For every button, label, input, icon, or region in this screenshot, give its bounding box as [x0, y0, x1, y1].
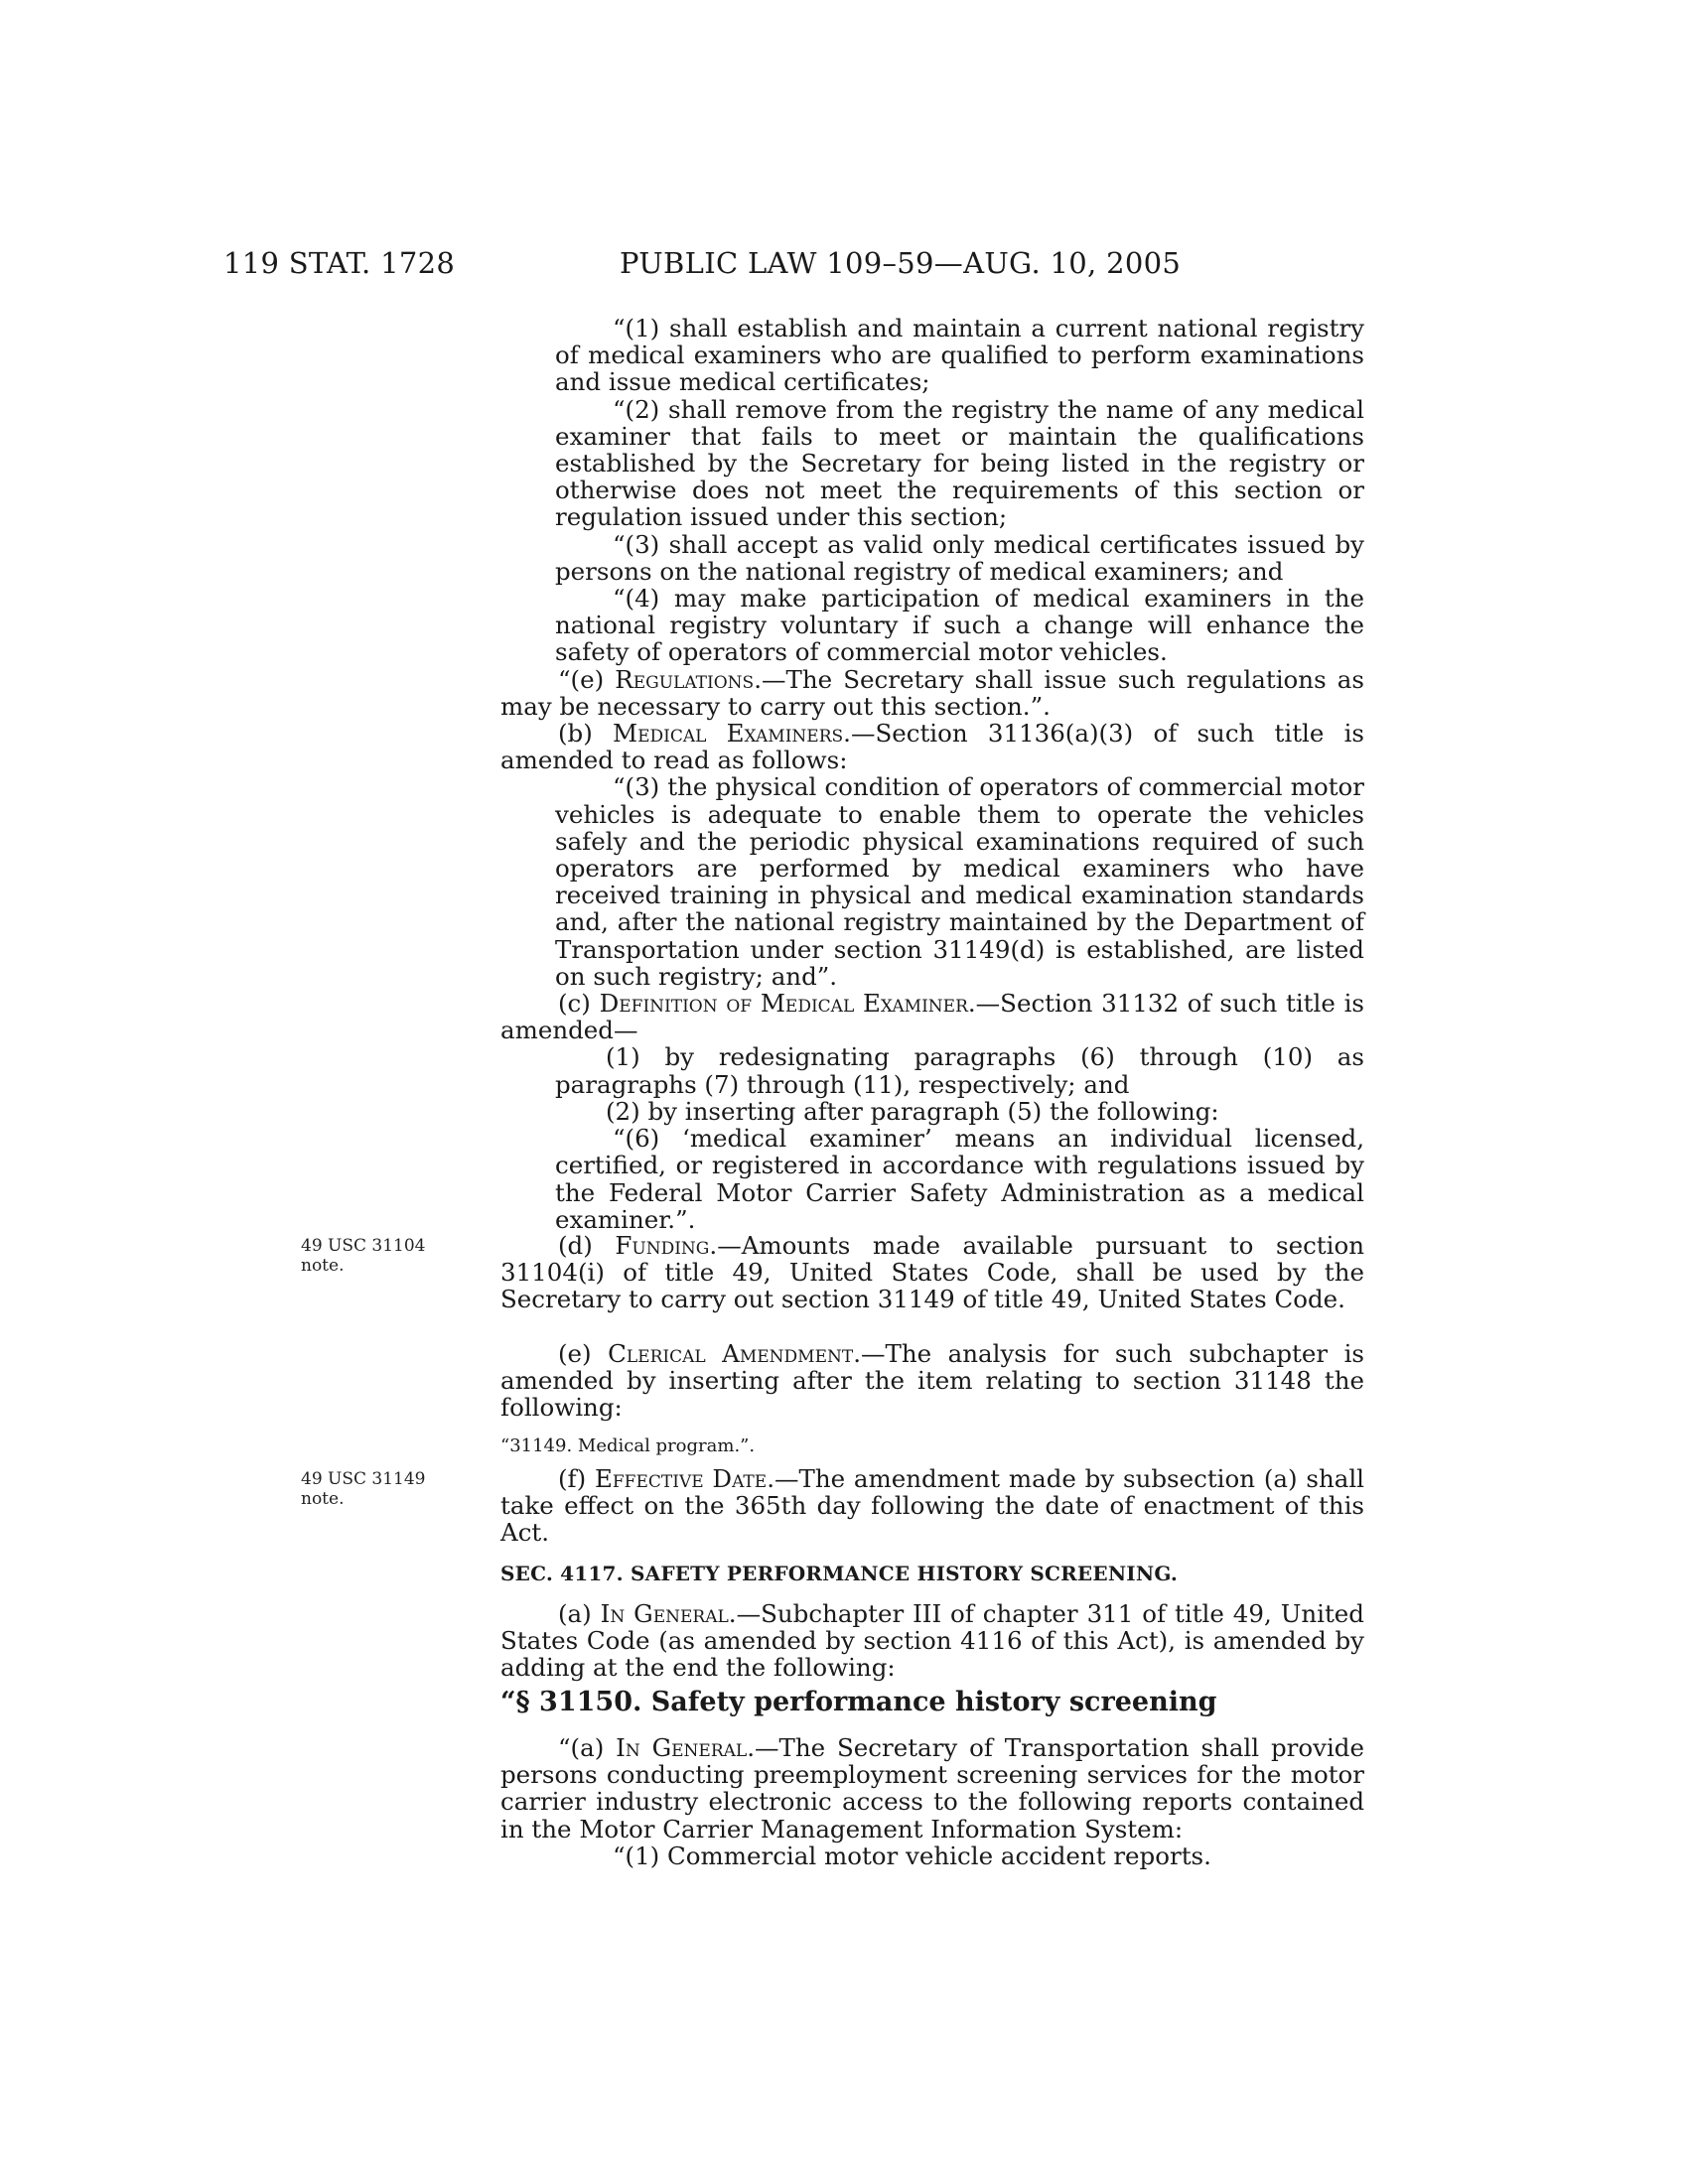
subsection-heading: In General — [616, 1733, 748, 1762]
subsection-heading: Medical Examiners — [613, 719, 844, 749]
text-block-effective-date — [500, 1465, 1364, 1547]
margin-note-citation: 49 USC 31104 — [301, 1236, 426, 1256]
subsection-e-clerical — [500, 1340, 1364, 1422]
subsection-f-effective-date — [500, 1465, 1364, 1547]
text-block-section-title — [500, 1689, 1364, 1715]
subsection-label: (e) — [558, 1339, 609, 1368]
paragraph-4: “(4) may make participation of medical examiners in the national registry voluntary if such a change will enhance the safety of operators of commercial motor vehicles. — [555, 584, 1364, 667]
statute-page-number: 119 STAT. 1728 — [223, 246, 456, 280]
quoted-paragraph-1: “(1) Commercial motor vehicle accident reports. — [613, 1841, 1211, 1870]
text-block-sec4117 — [500, 1600, 1364, 1682]
subsection-heading: Effective Date — [595, 1464, 768, 1493]
paragraph-c2: (2) by inserting after paragraph (5) the following: — [606, 1096, 1219, 1126]
subsection-e-regulations — [500, 666, 1364, 720]
subsection-label: (a) — [558, 1599, 601, 1628]
text-block-funding — [500, 1232, 1364, 1313]
text-block-section-heading — [500, 1561, 1364, 1587]
subsection-heading: Clerical Amendment — [608, 1339, 854, 1368]
subsection-text: .—The Secretary of Transportation shall provide persons conducting preemployment screening services for the motor carrier industry electronic access to the following reports contained in the Motor Carrier Management Information System: — [500, 1733, 1364, 1843]
quoted-subsection-a — [500, 1734, 1364, 1843]
text-block-item — [500, 1433, 1364, 1459]
subsection-a-in-general — [500, 1600, 1364, 1682]
paragraph-1: “(1) shall establish and maintain a current national registry of medical examiners who are qualified to perform examinations and issue medical certificates; — [555, 314, 1364, 397]
subsection-heading: Regulations — [615, 664, 755, 694]
subsection-heading: In General — [600, 1599, 729, 1628]
paragraph-c1: (1) by redesignating paragraphs (6) through (10) as paragraphs (7) through (11), respectively; and — [555, 1042, 1364, 1099]
subsection-text: .—Section 31136(a)(3) of such title is amended to read as follows: — [500, 719, 1365, 775]
subsection-heading: Funding — [615, 1231, 710, 1260]
paragraph-2: “(2) shall remove from the registry the name of any medical examiner that fails to meet or maintain the qualifications established by the Secretary for being listed in the registry or otherwise does not meet the requirements of this section or regulation issued under this section; — [555, 394, 1364, 532]
margin-note-citation: 49 USC 31149 — [301, 1469, 426, 1489]
subsection-label: (d) — [558, 1231, 616, 1260]
margin-note-31149 — [301, 1469, 426, 1509]
running-header: PUBLIC LAW 109–59—AUG. 10, 2005 — [620, 246, 1182, 280]
margin-note-label: note. — [301, 1256, 345, 1276]
subsection-label: (b) — [558, 719, 614, 749]
subsection-label: (f) — [558, 1464, 595, 1493]
subsection-text: .—Amounts made available pursuant to section 31104(i) of title 49, United States Code, shall be used by the Secretary to carry out section 31149 of title 49, United States Code. — [500, 1231, 1364, 1314]
subsection-heading: Definition of Medical Examiner — [599, 989, 968, 1019]
text-block-31150 — [500, 1734, 1364, 1869]
quoted-paragraph-6: “(6) ‘medical examiner’ means an individual licensed, certified, or registered in accordance with regulations issued by the Federal Motor Carrier Safety Administration as a medical examiner.”. — [555, 1124, 1364, 1234]
paragraph-3: “(3) shall accept as valid only medical certificates issued by persons on the national registry of medical examiners; and — [555, 529, 1364, 586]
subsection-label: “(e) — [558, 664, 616, 694]
text-block-registry — [500, 315, 1364, 1233]
subsection-label: “(a) — [558, 1733, 617, 1762]
quoted-paragraph-3: “(3) the physical condition of operators of commercial motor vehicles is adequate to enable them to operate the vehicles safely and the periodic physical examinations required of such operators are performed by medical examiners who have received training in physical and medical examination standards and, after the national registry maintained by the Department of Transportation under section 31149(d) is established, are listed on such registry; and”. — [555, 772, 1364, 991]
margin-note-31104 — [301, 1236, 426, 1276]
analysis-item: “31149. Medical program.”. — [500, 1435, 756, 1456]
subsection-text: .—The Secretary shall issue such regulations as may be necessary to carry out this section.”. — [500, 664, 1364, 721]
subsection-text: .—The analysis for such subchapter is amended by inserting after the item relating to section 31148 the following: — [500, 1339, 1364, 1423]
subsection-text: .—The amendment made by subsection (a) shall take effect on the 365th day following the date of enactment of this Act. — [500, 1464, 1364, 1548]
subsection-d-funding — [500, 1232, 1364, 1313]
subsection-label: (c) — [558, 989, 600, 1019]
subsection-c-definition — [500, 990, 1364, 1043]
section-heading: SEC. 4117. SAFETY PERFORMANCE HISTORY SCREENING. — [500, 1562, 1179, 1585]
subsection-text: .—Section 31132 of such title is amended— — [500, 989, 1364, 1045]
subsection-b-medical-examiners — [500, 720, 1364, 773]
text-block-clerical — [500, 1340, 1364, 1422]
section-31150-title: “§ 31150. Safety performance history screening — [500, 1687, 1217, 1717]
margin-note-label: note. — [301, 1489, 345, 1509]
subsection-text: .—Subchapter III of chapter 311 of title 49, United States Code (as amended by section 4116 of this Act), is amended by adding at the end the following: — [500, 1599, 1364, 1683]
